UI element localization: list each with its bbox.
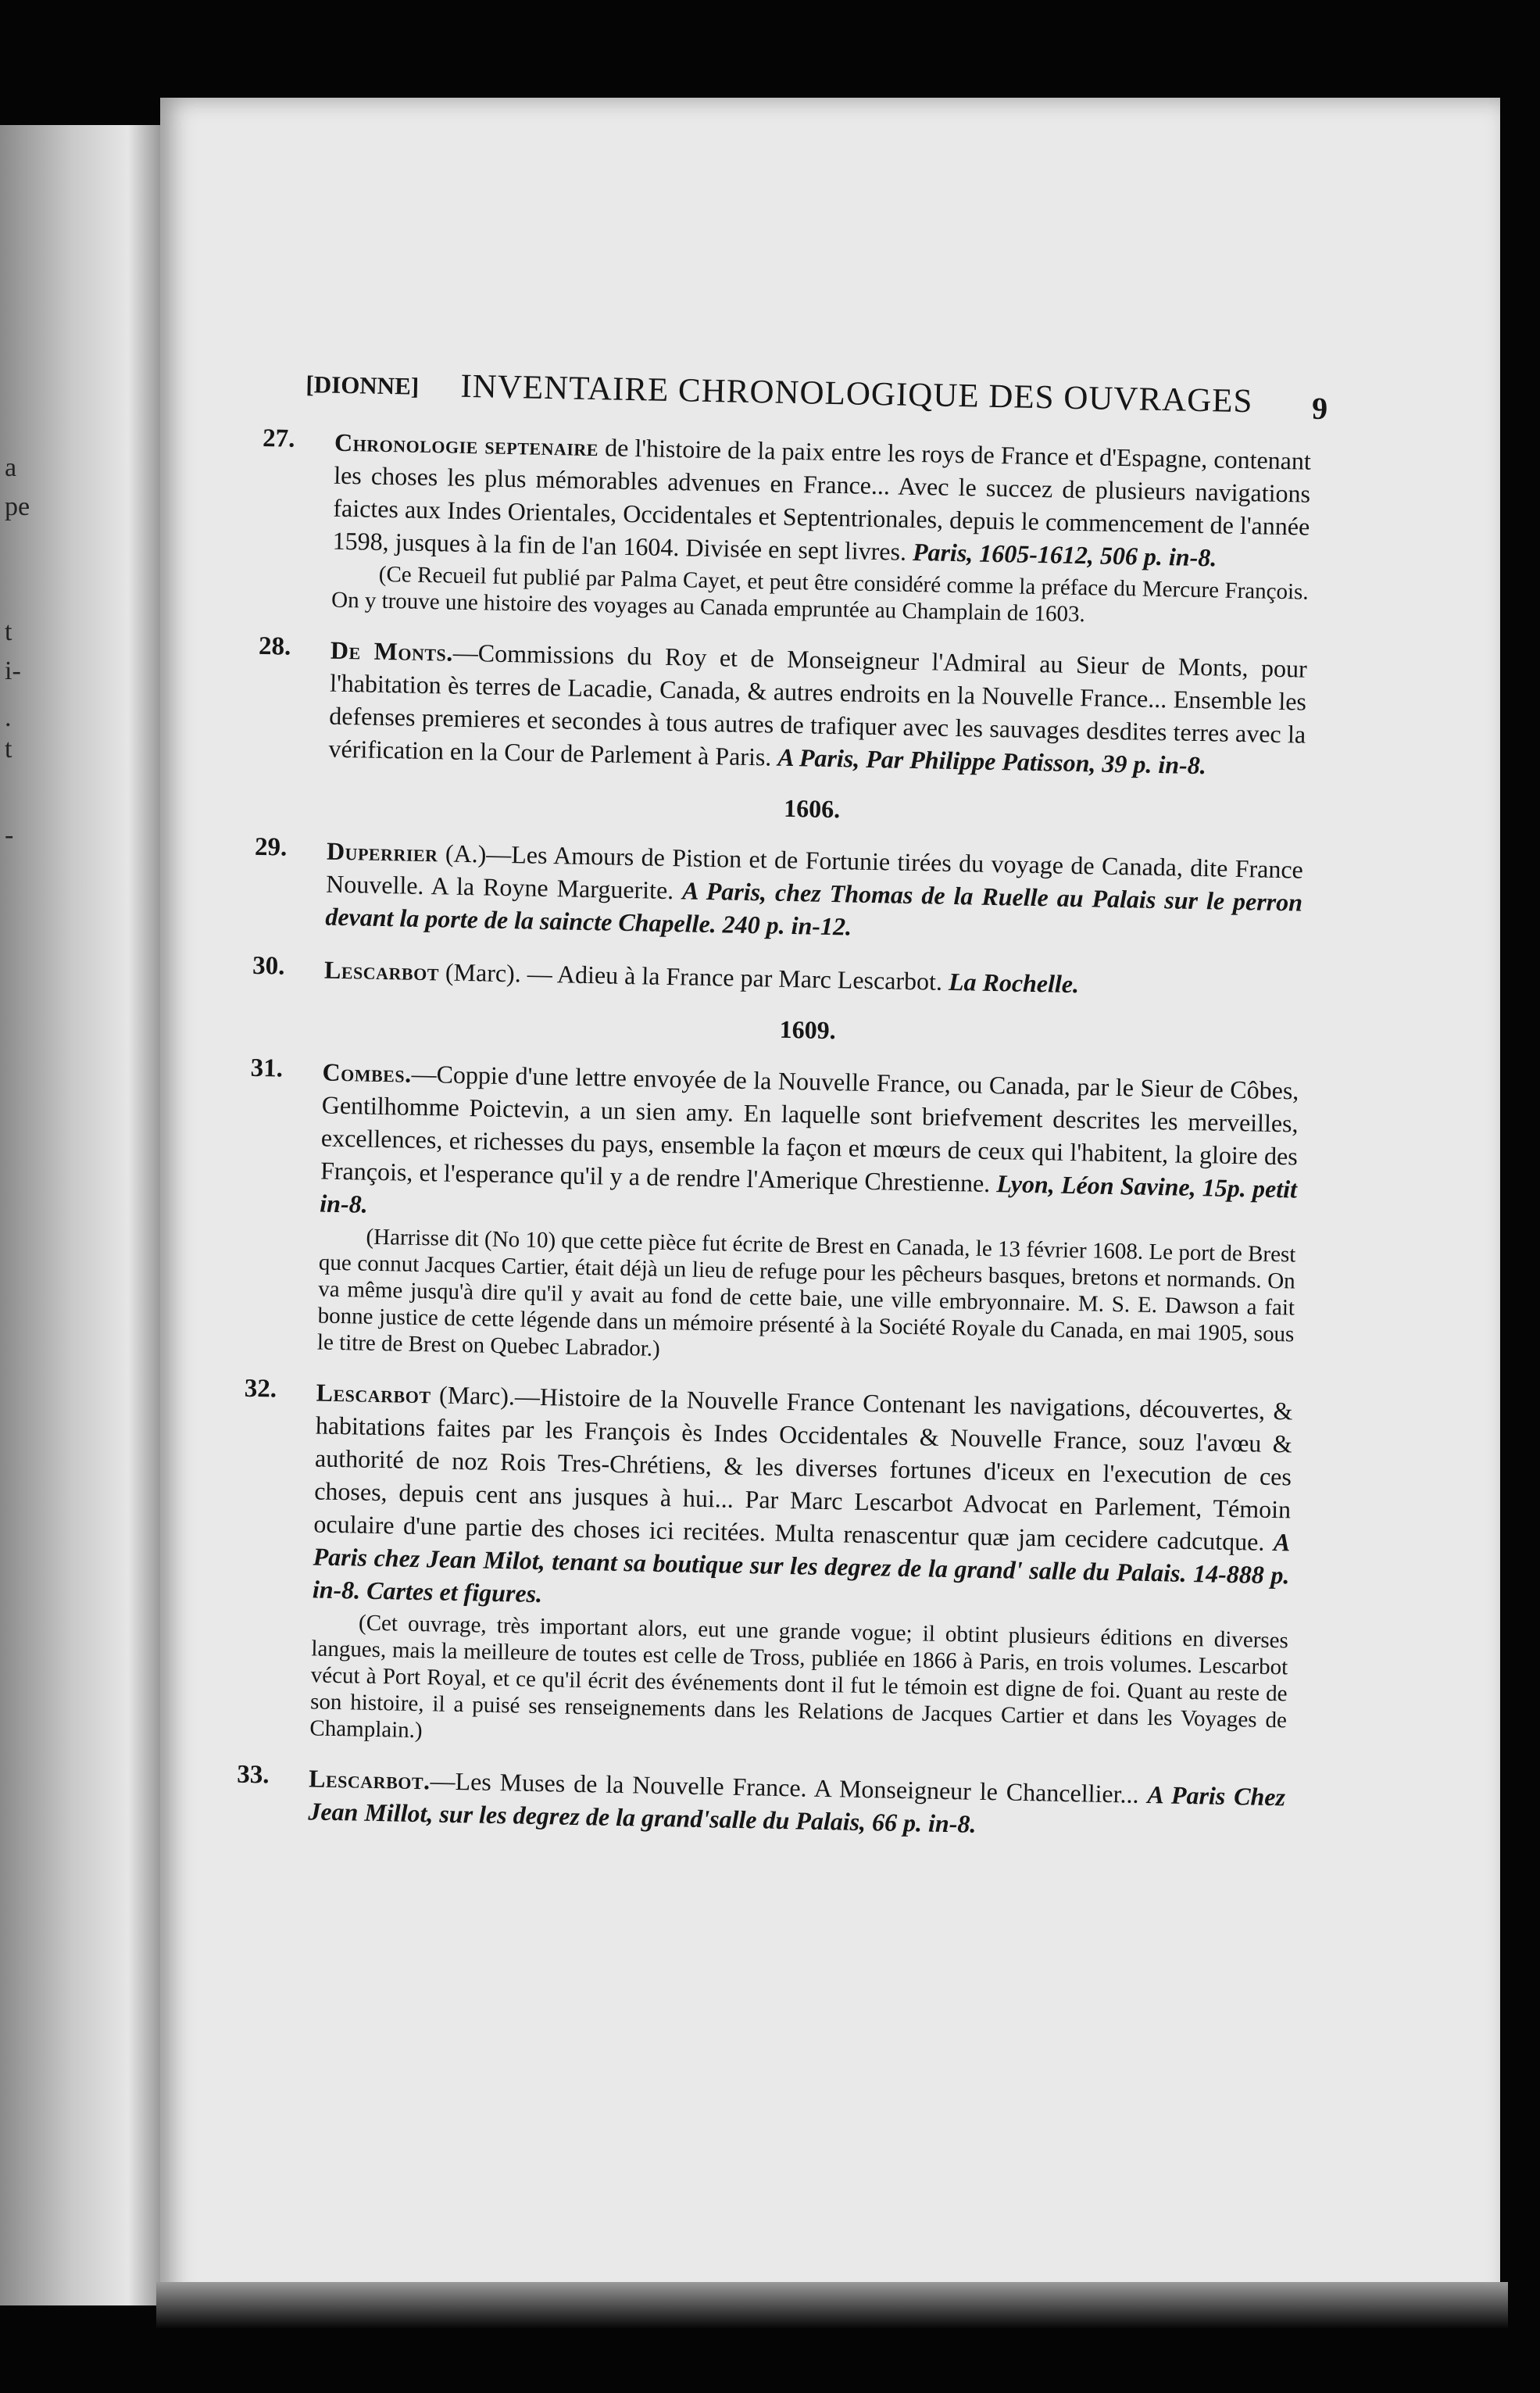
entry-body: [332, 426, 1311, 576]
left-page-edge: [0, 125, 160, 2305]
entry-body: [328, 634, 1307, 784]
entry-text: —Les Muses de la Nouvelle France. A Monseigneur le Chancellier...: [430, 1766, 1148, 1808]
entry-head: De Monts.: [330, 635, 454, 667]
left-fragment: .: [5, 703, 12, 732]
running-head-title: INVENTAIRE CHRONOLOGIQUE DES OUVRAGES: [460, 367, 1253, 420]
entry-imprint: Lyon, Léon Savine, 15p. petit in-8.: [320, 1169, 1298, 1218]
bibliography-entry: [254, 952, 1302, 1005]
bibliography-entry: [238, 1761, 1285, 1847]
entry-head: Lescarbot: [316, 1378, 431, 1409]
entry-note: (Cet ouvrage, très important alors, eut une grande vogue; il obtint plusieurs éditions en diverses langues, mais la meilleure de toutes est celle de Tross, publiée en 1866 à Paris, en trois volumes. Lescarbot vécut à Port Royal, et ce qu'il écrit des événements dont il fut le témoin est digne de foi. Quant au reste de son histoire, il a puisé ses renseignements dans les Relations de Jacques Cartier et dans les Voyages de Champlain.): [309, 1610, 1289, 1744]
page-content: [236, 363, 1328, 1866]
bibliography-entry: [261, 424, 1311, 632]
entry-text: —Coppie d'une lettre envoyée de la Nouvelle France, ou Canada, par le Sieur de Côbes, Gentilhomme Poictevin, a un sien amy. En laquelle sont briefvement descrites les merveilles, excellences, et richesses du pays, ensemble la façon et mœurs de ceux qui l'habitent, la gloire des François, et l'esperance qu'il y a de rendre l'Amerique Chrestienne.: [320, 1059, 1299, 1198]
entry-imprint: A Paris chez Jean Milot, tenant sa boutique sur les degrez de la grand' salle du Palais. 14-888 p. in-8. Cartes et figures.: [312, 1528, 1291, 1608]
bibliography-entry: [258, 632, 1307, 784]
page-number: 9: [1311, 390, 1328, 427]
entry-list: [238, 424, 1311, 1846]
entry-text: —Commissions du Roy et de Monseigneur l'Admiral au Sieur de Monts, pour l'habitation ès terres de Lacadie, Canada, & autres endroits en la Nouvelle France... Ensemble les defenses premieres et secondes à tous autres de trafiquer avec les sauvages desdites terres avec la vérification en la Cour de Parlement à Paris.: [328, 638, 1308, 771]
left-fragment: a: [5, 453, 17, 482]
entry-text: de l'histoire de la paix entre les roys de France et d'Espagne, contenant les choses les plus mémorables advenues en France... Avec le succez de plusieurs navigations faictes aux Indes Orientales, Occidentales et Septentrionales, depuis le commencement de l'année 1598, jusques à la fin de l'an 1604. Divisée en sept livres.: [332, 433, 1312, 566]
bibliography-entry: [239, 1375, 1293, 1761]
entry-head: Lescarbot: [323, 955, 440, 986]
entry-number: 28.: [258, 631, 291, 661]
entry-number: 29.: [254, 832, 288, 862]
entry-text: (Marc). — Adieu à la France par Marc Lescarbot.: [438, 957, 949, 996]
left-fragment: -: [5, 821, 14, 850]
running-head-author: [DIONNE]: [305, 370, 420, 400]
entry-note: (Ce Recueil fut publié par Palma Cayet, et peut être considéré comme la préface du Mercure François. On y trouve une histoire des voyages au Canada empruntée au Champlain de 1603.: [331, 561, 1309, 628]
entry-head: Combes.: [322, 1057, 413, 1088]
entry-number: 30.: [252, 951, 285, 981]
entry-number: 33.: [236, 1760, 270, 1790]
entry-text: (A.)—Les Amours de Pistion et de Fortunie tirées du voyage de Canada, dite France Nouvelle. A la Royne Marguerite.: [325, 839, 1304, 905]
page-bottom-shadow: [156, 2282, 1508, 2329]
entry-imprint: La Rochelle.: [948, 967, 1080, 999]
entry-number: 31.: [250, 1053, 284, 1083]
left-fragment: i-: [5, 656, 21, 685]
entry-body: [308, 1762, 1285, 1846]
entry-note: (Harrisse dit (No 10) que cette pièce fut écrite de Brest en Canada, le 13 février 1608. Le port de Brest que connut Jacques Cartier, était déjà un lieu de refuge pour les pêcheurs basques, bretons et normands. On va même jusqu'à dire qu'il y avait au fond de cette baie, une ville embryonnaire. M. S. E. Dawson a fait bonne justice de cette légende dans un mémoire présenté à la Société Royale du Canada, en mai 1905, sous le titre de Brest on Quebec Labrador.): [316, 1224, 1296, 1361]
entry-body: [324, 953, 1302, 1005]
entry-head: Chronologie septenaire: [334, 427, 599, 462]
bibliography-entry: [255, 833, 1303, 952]
left-fragment: t: [5, 617, 13, 646]
left-fragment: pe: [5, 492, 30, 521]
entry-imprint: A Paris, Par Philippe Patisson, 39 p. in-8.: [777, 742, 1207, 780]
bibliography-entry: [247, 1054, 1299, 1375]
entry-imprint: A Paris Chez Jean Millot, sur les degrez de la grand'salle du Palais, 66 p. in-8.: [308, 1780, 1286, 1838]
left-fragment: t: [5, 735, 13, 764]
entry-head: Duperrier: [326, 836, 438, 867]
entry-body: [312, 1375, 1292, 1624]
entry-imprint: A Paris, chez Thomas de la Ruelle au Palais sur le perron devant la porte de la saincte Chapelle. 240 p. in-12.: [325, 876, 1303, 941]
entry-head: Lescarbot.: [308, 1764, 431, 1795]
year-heading: 1609.: [779, 1014, 837, 1045]
year-heading: 1606.: [783, 793, 841, 824]
entry-text: (Marc).—Histoire de la Nouvelle France Contenant les navigations, découvertes, & habitations faites par les François ès Indes Occidentales & Nouvelle France, souz l'avœu & authorité de noz Rois Tres-Chrétiens, & les diverses fortunes d'iceux en l'execution de ces choses, depuis cent ans jusques à hui... Par Marc Lescarbot Advocat en Parlement, Témoin oculaire d'une partie des choses ici recitées. Multa renascentur quæ jam cecidere cadcutque.: [313, 1380, 1293, 1557]
entry-imprint: Paris, 1605-1612, 506 p. in-8.: [912, 537, 1217, 572]
entry-body: [320, 1056, 1299, 1239]
entry-number: 27.: [262, 424, 295, 453]
entry-body: [325, 835, 1303, 952]
entry-number: 32.: [244, 1374, 277, 1404]
